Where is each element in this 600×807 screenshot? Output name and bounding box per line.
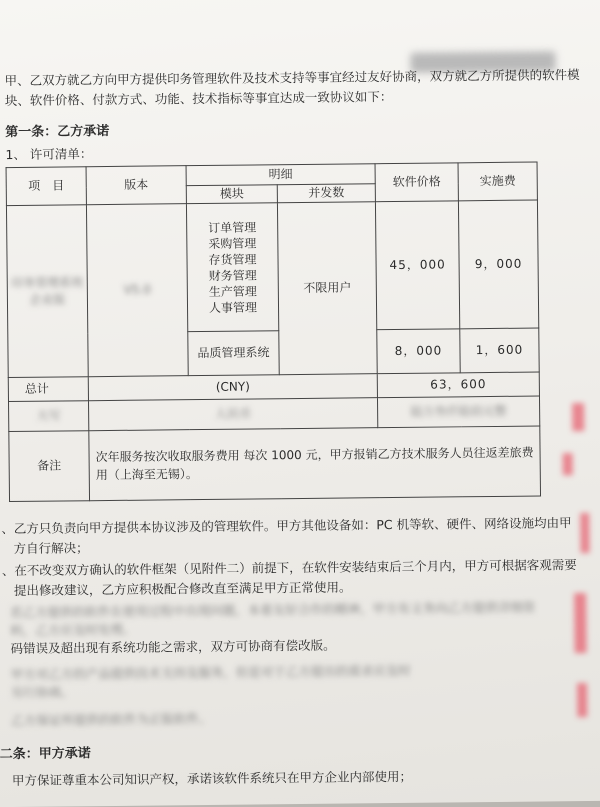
clause-3-line-1: 、在不改变双方确认的软件框架（见附件二）前提下，在软件安装结束后三个月内，甲方可根据客观需要: [1, 557, 577, 579]
header-impl-fee: 实施费: [458, 162, 537, 201]
module-item: 采购管理: [208, 235, 257, 251]
fee-row-2: 1，600: [460, 328, 539, 373]
upper-mid-cell: [88, 398, 377, 431]
clause-4-line-2: 料，乙方应及时处理。: [10, 621, 136, 639]
header-price: 软件价格: [375, 163, 458, 202]
stamp-mark: [572, 403, 584, 431]
upper-mid: 人民币: [215, 406, 252, 421]
license-list-label: 1、 许可清单：: [5, 146, 93, 163]
total-label: 总计: [8, 377, 88, 402]
article-2-line-1: 甲方保证尊重本公司知识产权，承诺该软件系统只在甲方企业内部使用；: [11, 768, 413, 789]
header-module: 模块: [186, 185, 277, 204]
header-concurrency: 并发数: [277, 184, 375, 203]
product-name-cell: [6, 205, 88, 378]
header-item: 项 目: [6, 167, 86, 206]
intro-line-2: 块、软件价格、付款方式、功能、技术指标等事宜达成一致协议如下：: [4, 89, 393, 109]
version-cell: [86, 204, 188, 377]
remark-text: 次年服务按次收取服务费用 每次 1000 元，甲方报销乙方技术服务人员往返差旅费用（上海至无锡）。: [89, 426, 541, 501]
clause-4-line-1: 若乙方提供的软件在使用过程中出现问题，本着友好合作的精神，甲方有义务向乙方提供详细资: [10, 599, 536, 621]
stamp-mark: [563, 453, 573, 475]
price-row-2: 8，000: [377, 329, 460, 374]
modules-group: [186, 203, 278, 332]
stamp-mark: [577, 683, 587, 717]
clause-5-line-2: 另行协商。: [10, 684, 74, 701]
total-value: 63，600: [377, 372, 539, 398]
clause-6-line-1: 乙方保证所提供的软件为正版软件。: [11, 710, 212, 729]
module-item: 存货管理: [208, 251, 257, 267]
price-row-1: 45，000: [375, 201, 459, 330]
module-item: 订单管理: [208, 219, 257, 235]
currency: (CNY): [88, 374, 377, 401]
module-item: 生产管理: [208, 283, 257, 299]
product-name: 印务管理系统: [11, 274, 84, 290]
version-value: V5.0: [123, 282, 152, 297]
clause-3-line-2: 提出修改建议，乙方应积极配合修改直至满足甲方正常使用。: [13, 579, 352, 599]
license-table: [6, 161, 541, 502]
module-item: 人事管理: [208, 299, 258, 315]
clause-2-line-2: 方自行解决；: [13, 540, 89, 557]
upper-value-cell: [377, 396, 539, 428]
header-version: 版本: [86, 166, 186, 205]
module-item: 财务管理: [208, 267, 257, 283]
stamp-mark: [574, 593, 587, 653]
article-2-title: 二条：甲方承诺: [0, 746, 91, 763]
clause-5-line-1: 甲方对乙方的产品提供技术支持及服务，但是对于乙方提出的需求应及时: [10, 662, 411, 683]
clause-2-line-1: 、乙方只负责向甲方提供本协议涉及的管理软件。甲方其他设备如：PC 机等软、硬件、网络设施均由甲: [1, 515, 572, 537]
header-detail: 明细: [186, 164, 375, 186]
upper-label-cell: [9, 401, 89, 432]
stamp-mark: [580, 513, 589, 553]
remark-label: 备注: [9, 431, 90, 502]
module-quality: 品质管理系统: [188, 331, 279, 376]
upper-label: 大写: [36, 408, 61, 423]
upper-value: 陆万叁仟陆佰元整: [410, 403, 507, 419]
intro-line-1: 甲、乙双方就乙方向甲方提供印务管理软件及技术支持等事宜经过友好协商，双方就乙方所提供的软件模: [4, 67, 580, 89]
clause-4-line-3: 码错误及超出现有系统功能之需求，双方可协商有偿改版。: [10, 637, 336, 657]
concurrency-value: 不限用户: [277, 202, 377, 375]
article-1-title: 第一条：乙方承诺: [5, 123, 110, 141]
product-edition: 企业版: [29, 291, 66, 307]
fee-row-1: 9，000: [458, 200, 538, 329]
